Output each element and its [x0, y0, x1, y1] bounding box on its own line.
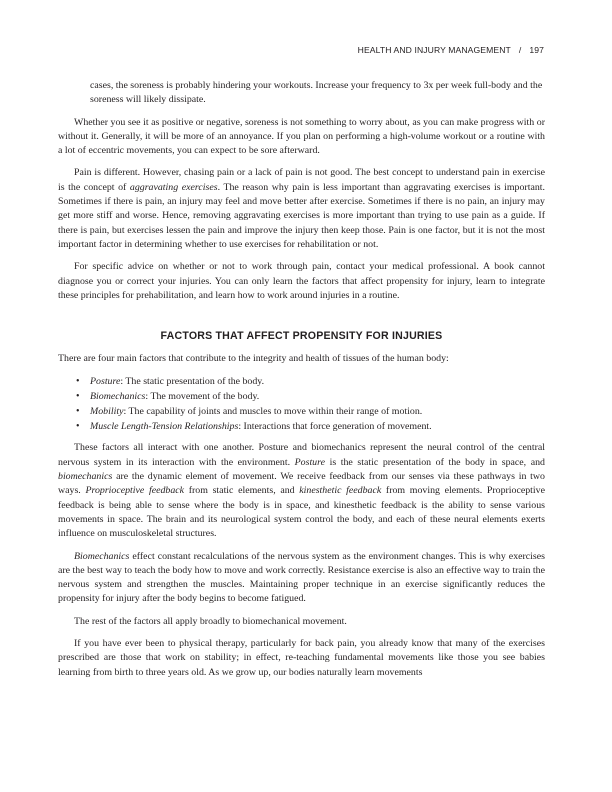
factor-list — [58, 374, 545, 434]
paragraph-soreness: Whether you see it as positive or negative, soreness is not something to worry about, as you can make progress with or without it. Generally, it will be more of an annoyance. If you plan on performing a high-volume workout or a routine with a lot of eccentric movements, you can expect to be sore afterward. — [58, 116, 545, 157]
running-head-separator: / — [518, 45, 522, 55]
paragraph-interaction — [58, 441, 545, 541]
paragraph-biomechanics-body: effect constant recalculations of the nervous system as the environment changes. This is why exercises are the best way to teach the body how to move and work correctly. Resistance exercise is also an effective way to train the nervous system and strengthen the muscles. Maintaining proper technique in an exercise significantly reduces the propensity for injury after the body begins to become fatigued. — [58, 550, 545, 605]
paragraph-physical-therapy: If you have ever been to physical therapy, particularly for back pain, you already know that many of the exercises prescribed are those that work on stability; in effect, re-teaching fundamental movements like those you see babies learning from birth to three years old. As we grow up, our bodies naturally learn movements — [58, 638, 545, 678]
factor-list-item — [76, 389, 545, 404]
factor-term: Mobility — [90, 406, 124, 418]
page-number: 197 — [529, 45, 544, 55]
factor-desc: : The movement of the body. — [145, 391, 260, 403]
factor-desc: : The static presentation of the body. — [120, 376, 265, 388]
factor-list-item — [76, 374, 545, 389]
factor-term: Biomechanics — [90, 391, 146, 403]
body-text — [58, 79, 545, 688]
paragraph-specific-advice: For specific advice on whether or not to work through pain, contact your medical professional. A book cannot diagnose you or correct your injuries. You can only learn the factors that affect propensity for injury, learn to integrate these principles for prehabilitation, and learn how to work around injuries in a routine. — [58, 261, 545, 301]
section-heading: FACTORS THAT AFFECT PROPENSITY FOR INJURIES — [160, 330, 443, 343]
paragraph-pain — [58, 166, 545, 252]
paragraph-interaction-part-b: is the static presentation of the body in space, and — [324, 456, 545, 468]
term-kinesthetic-feedback: kinesthetic feedback — [299, 485, 382, 497]
paragraph-biomechanics — [58, 550, 545, 607]
paragraph-intro: There are four main factors that contribute to the integrity and health of tissues of the human body: — [58, 353, 449, 365]
running-head-title: HEALTH AND INJURY MANAGEMENT — [357, 45, 511, 55]
paragraph-pain-part-1: Pain is different. However, chasing pain or a lack of pain is not good. The best concept to understand pain in exercise is the concept of — [58, 167, 545, 193]
factor-term: Muscle Length-Tension Relationships — [90, 421, 239, 433]
factor-desc: : Interactions that force generation of movement. — [238, 421, 432, 433]
term-proprioceptive-feedback: Proprioceptive feedback — [85, 485, 185, 497]
running-head — [358, 45, 544, 55]
paragraph-rest-of-factors: The rest of the factors all apply broadly to biomechanical movement. — [74, 615, 347, 627]
factor-term: Posture — [90, 376, 121, 388]
paragraph-interaction-part-a: These factors all interact with one another. Posture and biomechanics represent the neural control of the central nervous system in its interaction with the environment. — [58, 442, 545, 468]
paragraph-interaction-part-c: are the dynamic element of movement. We receive feedback from our senses via these pathways in two ways. — [58, 471, 545, 497]
term-posture: Posture — [294, 456, 325, 468]
term-aggravating-exercises: aggravating exercises — [129, 181, 218, 193]
paragraph-interaction-part-d: from static elements, and — [184, 485, 300, 497]
paragraph-pain-part-2: . The reason why pain is less important than aggravating exercises is important. Sometimes if there is pain, an injury may feel and move better after exercise. Sometimes if there is no pain, an injury may get more stiff and worse. Hence, removing aggravating exercises is more important than trying to use pain as a guide. If there is pain, but exercises lessen the pain and improve the injury then keep those. Pain is one factor, but it is not the most important factor in determining whether to use exercises for rehabilitation or not. — [58, 181, 545, 250]
paragraph-interaction-part-e: from moving elements. Proprioceptive feedback is being able to sense where the body is in space, and kinesthetic feedback is the ability to sense various movements in space. The brain and its neurological system control the body, and each of these neural elements exerts influence on musculoskeletal structures. — [58, 485, 545, 540]
term-biomechanics-lead: Biomechanics — [74, 550, 130, 562]
carryover-list-text: cases, the soreness is probably hindering your workouts. Increase your frequency to 3x per week full-body and the soreness will likely dissipate. — [90, 80, 543, 106]
factor-desc: : The capability of joints and muscles to move within their range of motion. — [123, 406, 423, 418]
factor-list-item — [76, 404, 545, 419]
term-biomechanics: biomechanics — [58, 471, 113, 483]
factor-list-item — [76, 419, 545, 434]
